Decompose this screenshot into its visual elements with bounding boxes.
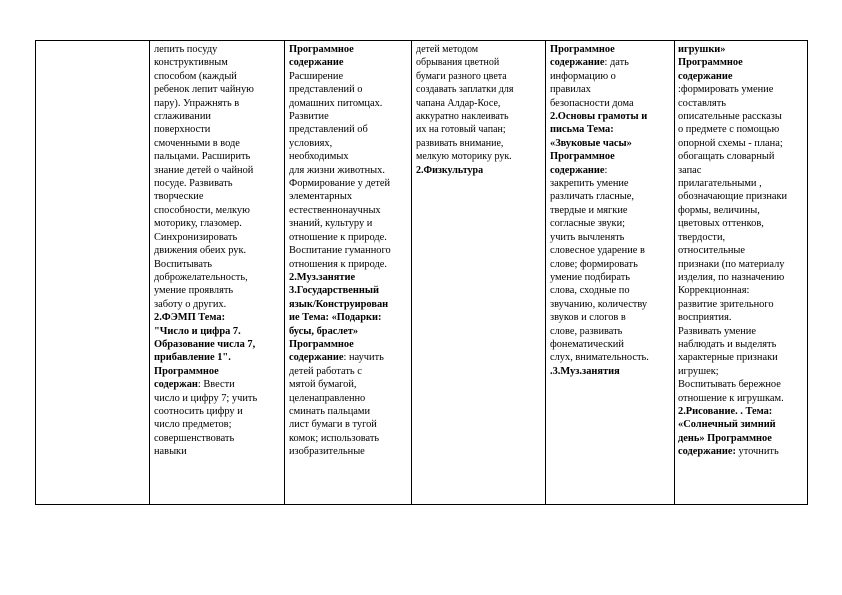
text-line: движения обеих рук. (154, 245, 247, 257)
text-line (289, 351, 409, 364)
text-line: твердые и мягкие (550, 204, 628, 216)
text-line: аккуратно наклеивать (416, 111, 509, 123)
text-line: условиях, (289, 137, 333, 149)
text-line: относительные (678, 245, 746, 257)
text-line: комок; использовать (289, 432, 380, 444)
text-line: прилагательными , (678, 178, 762, 190)
text-line: учить вычленять (550, 231, 625, 243)
text-line: правилах (550, 84, 591, 96)
text-line: наблюдать и выделять (678, 338, 777, 350)
text-line: число и цифру 7; учить (154, 392, 258, 404)
text-line: навыки (154, 446, 187, 458)
text-line (678, 432, 806, 445)
text-line: элементарных (289, 191, 353, 203)
text-line: цветовых оттенков, (678, 218, 764, 230)
text-line: содержание (289, 57, 344, 69)
text-line: слух, внимательность. (550, 352, 649, 364)
bold-text: содержание (550, 57, 605, 69)
text-line: соотносить цифру и (154, 405, 243, 417)
text-line: Расширение (289, 70, 344, 82)
text-line: Воспитание гуманного (289, 245, 391, 257)
column-divider (545, 41, 546, 504)
text-line: Развивать умение (678, 325, 756, 337)
text-line: слове; формировать (550, 258, 638, 270)
text-line: творческие (154, 191, 204, 203)
text-line: Воспитывать бережное (678, 379, 781, 391)
text-line: 2.Рисование. . Тема: (678, 405, 773, 417)
text-line: ребенок лепит чайную (154, 84, 254, 96)
text-line: представлений о (289, 84, 363, 96)
text-line: информацию о (550, 70, 616, 82)
text-line: посуде. Развивать (154, 178, 233, 190)
text-line: Образование числа 7, (154, 338, 256, 350)
text-line: твердости, (678, 231, 726, 243)
text-line: содержание (678, 70, 733, 82)
text-line: язык/Конструирован (289, 298, 389, 310)
text-line: звуков и слогов в (550, 312, 626, 324)
text-line (550, 56, 672, 69)
plain-text: : дать (604, 57, 629, 69)
text-line: «Солнечный зимний (678, 419, 776, 431)
text-line: .3.Муз.занятия (550, 365, 620, 377)
bold-text: содержание (289, 352, 344, 364)
bold-text: содержан (154, 379, 198, 391)
text-line: пару). Упражнять в (154, 97, 240, 109)
text-line: Воспитывать (154, 258, 213, 270)
text-line: моторику, глазомер. (154, 218, 242, 230)
text-line: признаки (по материалу (678, 258, 785, 270)
text-line: лист бумаги в тугой (289, 419, 377, 431)
text-line: ие Тема: «Подарки: (289, 312, 382, 324)
text-line: Программное (550, 151, 615, 163)
text-line: отношение к природе. (289, 231, 387, 243)
text-line: Программное (289, 338, 354, 350)
text-line: число предметов; (154, 419, 232, 431)
text-line: Развитие (289, 111, 329, 123)
text-line: отношения к природе. (289, 258, 388, 270)
text-line: звучанию, количеству (550, 298, 648, 310)
text-line: знание детей о чайной (154, 164, 254, 176)
text-line: составлять (678, 97, 726, 109)
column-divider (284, 41, 285, 504)
text-line: смоченными в воде (154, 137, 240, 149)
bold-text: день» Программное (678, 432, 772, 444)
text-line: согласные звуки; (550, 218, 626, 230)
text-line: характерные признаки (678, 352, 778, 364)
text-line: Синхронизировать (154, 231, 238, 243)
text-line: слове, развивать (550, 325, 623, 337)
text-line: опорной схемы - плана; (678, 137, 783, 149)
text-line: умение проявлять (154, 285, 234, 297)
text-line: словесное ударение в (550, 245, 645, 257)
text-line: игрушек; (678, 365, 719, 377)
text-line: Коррекционная: (678, 285, 750, 297)
text-line: о предмете с помощью (678, 124, 780, 136)
text-line: развивать внимание, (416, 137, 504, 149)
text-line: сглаживании (154, 111, 211, 123)
text-line: целенаправленно (289, 392, 366, 404)
text-line: слова, сходные по (550, 285, 630, 297)
text-line: 2.Муз.занятие (289, 271, 356, 283)
text-line: обозначающие признаки (678, 191, 788, 203)
text-line: 3.Государственный (289, 285, 379, 297)
text-line: 2.Основы грамоты и (550, 111, 648, 123)
text-line: мятой бумагой, (289, 379, 357, 391)
text-line: их на готовый чапан; (416, 124, 506, 136)
cell-column-3 (289, 43, 409, 459)
text-line: знаний, культуру и (289, 218, 373, 230)
text-line: Программное (289, 44, 354, 55)
text-line: способом (каждый (154, 70, 237, 82)
text-line: "Число и цифра 7. (154, 325, 241, 337)
text-line: совершенствовать (154, 432, 235, 444)
text-line: заботу о других. (154, 298, 227, 310)
cell-column-2 (154, 43, 282, 459)
text-line: представлений об (289, 124, 368, 136)
text-line: письма Тема: (550, 124, 614, 136)
text-line: доброжелательность, (154, 271, 248, 283)
text-line: бумаги разного цвета (416, 70, 507, 82)
text-line: закрепить умение (550, 178, 629, 190)
text-line: для жизни животных. (289, 164, 385, 176)
text-line: восприятия. (678, 312, 732, 324)
text-line: различать гласные, (550, 191, 634, 203)
text-line: запас (678, 164, 702, 176)
text-line: Программное (550, 44, 615, 55)
text-line: изобразительные (289, 446, 365, 458)
text-line: описательные рассказы (678, 111, 782, 123)
text-line: умение подбирать (550, 271, 630, 283)
text-line: конструктивным (154, 57, 228, 69)
text-line: Программное (154, 365, 219, 377)
column-divider (411, 41, 412, 504)
text-line: :формировать умение (678, 84, 774, 96)
text-line: обрывания цветной (416, 57, 500, 69)
text-line: фонематический (550, 338, 624, 350)
text-line: отношение к игрушкам. (678, 392, 784, 404)
text-line: способности, мелкую (154, 204, 250, 216)
text-line: сминать пальцами (289, 405, 371, 417)
text-line: детей методом (416, 44, 479, 55)
text-line: формы, величины, (678, 204, 760, 216)
text-line: «Звуковые часы» (550, 137, 632, 149)
text-line (154, 378, 282, 391)
text-line: изделия, по назначению (678, 271, 785, 283)
text-line: 2.ФЭМП Тема: (154, 312, 226, 324)
text-line: лепить посуду (154, 44, 218, 55)
text-line: пальцами. Расширить (154, 151, 251, 163)
text-line: 2.Физкультура (416, 164, 484, 176)
cell-column-5 (550, 43, 672, 378)
plain-text: : научить (343, 352, 384, 364)
text-line: безопасности дома (550, 97, 634, 109)
text-line: игрушки» (678, 44, 726, 55)
text-line: мелкую моторику рук. (416, 151, 512, 163)
plain-text: : Ввести (197, 379, 235, 391)
column-divider (674, 41, 675, 504)
text-line: естественнонаучных (289, 204, 381, 216)
text-line: создавать заплатки для (416, 84, 514, 96)
schedule-table (35, 40, 808, 505)
cell-column-4 (416, 43, 543, 177)
text-line: Формирование у детей (289, 178, 391, 190)
text-line: детей работать с (289, 365, 362, 377)
text-line: бусы, браслет» (289, 325, 359, 337)
text-line: домашних питомцах. (289, 97, 383, 109)
cell-column-6 (678, 43, 806, 459)
text-line: прибавление 1". (154, 352, 231, 364)
text-line: чапана Алдар-Косе, (416, 97, 501, 109)
text-line: развитие зрительного (678, 298, 774, 310)
text-line: поверхности (154, 124, 211, 136)
column-divider (149, 41, 150, 504)
text-line: обогащать словарный (678, 151, 775, 163)
text-line: необходимых (289, 151, 349, 163)
text-line: Программное (678, 57, 743, 69)
plain-text: уточнить (735, 446, 779, 458)
bold-text: содержание: (678, 446, 736, 458)
plain-text: : (604, 164, 608, 176)
bold-text: содержание (550, 164, 605, 176)
text-line (550, 164, 672, 177)
text-line (678, 445, 806, 458)
